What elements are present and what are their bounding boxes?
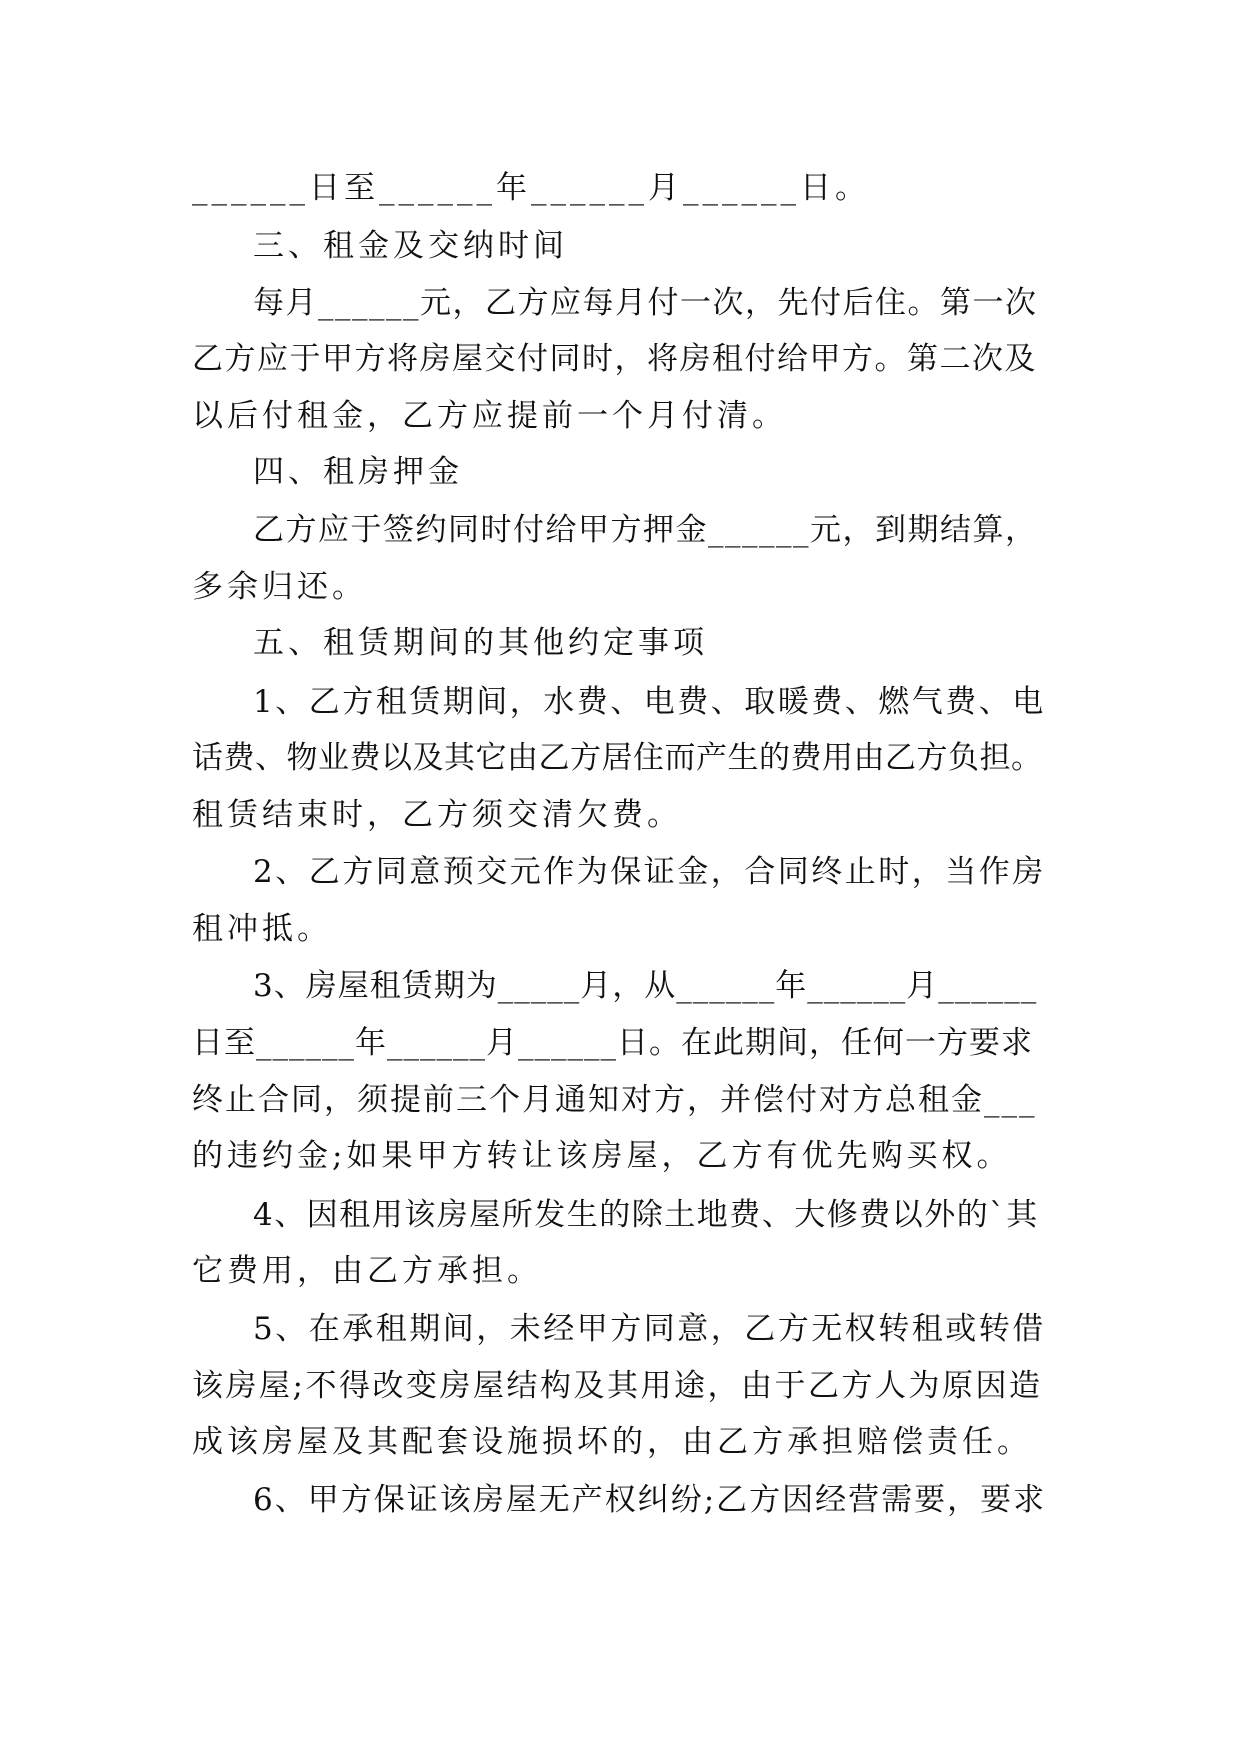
clause-4-line: 它费用，由乙方承担。 xyxy=(192,1253,542,1289)
clause-2-line: 2、乙方同意预交元作为保证金，合同终止时，当作房 xyxy=(253,854,1046,890)
clause-3-line: 终止合同，须提前三个月通知对方，并偿付对方总租金___ xyxy=(192,1082,1037,1118)
clause-4-line: 4、因租用该房屋所发生的除土地费、大修费以外的`其 xyxy=(253,1197,1039,1233)
paragraph-line: 以后付租金，乙方应提前一个月付清。 xyxy=(192,398,787,434)
paragraph-line: 乙方应于甲方将房屋交付同时，将房租付给甲方。第二次及 xyxy=(192,341,1037,377)
clause-1-line: 1、乙方租赁期间，水费、电费、取暖费、燃气费、电 xyxy=(253,684,1046,720)
clause-6-line: 6、甲方保证该房屋无产权纠纷;乙方因经营需要，要求 xyxy=(253,1482,1047,1518)
clause-5-line: 该房屋;不得改变房屋结构及其用途，由于乙方人为原因造 xyxy=(192,1368,1043,1404)
section-heading-deposit: 四、租房押金 xyxy=(253,454,463,490)
section-heading-other-terms: 五、租赁期间的其他约定事项 xyxy=(253,625,708,661)
paragraph-line: 每月______元，乙方应每月付一次，先付后住。第一次 xyxy=(253,285,1038,321)
section-heading-rent: 三、租金及交纳时间 xyxy=(253,228,568,264)
clause-3-line: 的违约金;如果甲方转让该房屋，乙方有优先购买权。 xyxy=(192,1138,1012,1174)
paragraph-line: 多余归还。 xyxy=(192,569,367,605)
clause-1-line: 租赁结束时，乙方须交清欠费。 xyxy=(192,797,682,833)
text-line-date-range: ______日至______年______月______日。 xyxy=(192,170,870,206)
clause-1-line: 话费、物业费以及其它由乙方居住而产生的费用由乙方负担。 xyxy=(192,740,1043,776)
clause-5-line: 成该房屋及其配套设施损坏的，由乙方承担赔偿责任。 xyxy=(192,1424,1032,1460)
clause-2-line: 租冲抵。 xyxy=(192,911,332,947)
clause-3-line: 日至______年______月______日。在此期间，任何一方要求 xyxy=(192,1025,1033,1061)
clause-5-line: 5、在承租期间，未经甲方同意，乙方无权转租或转借 xyxy=(253,1311,1046,1347)
paragraph-line: 乙方应于签约同时付给甲方押金______元，到期结算， xyxy=(253,512,1038,548)
clause-3-line: 3、房屋租赁期为_____月，从______年______月______ xyxy=(253,968,1038,1004)
